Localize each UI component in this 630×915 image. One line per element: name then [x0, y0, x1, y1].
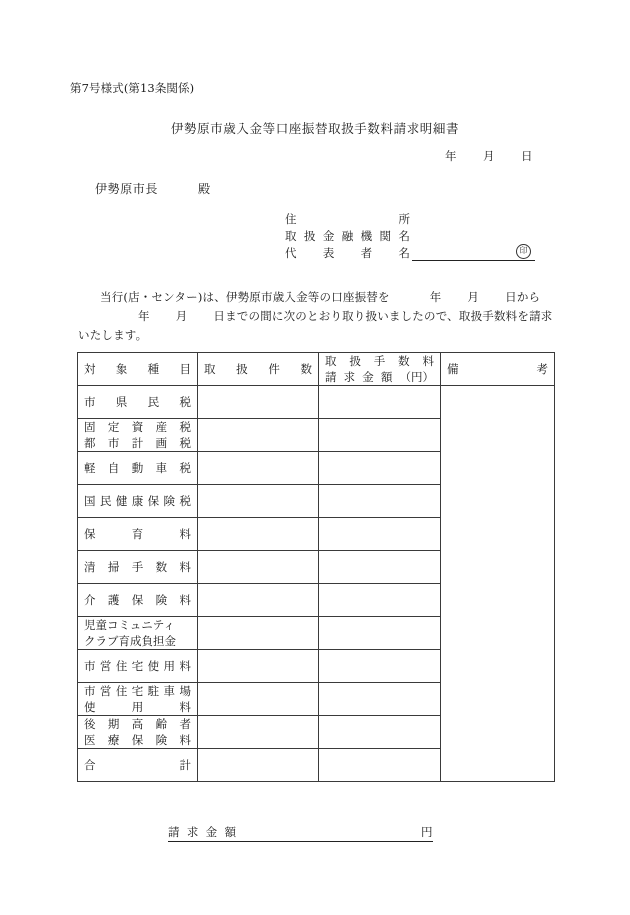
- row-label-shiei-jutaku-shiyoryo: 市 営 住 宅 使 用 料: [78, 650, 198, 683]
- date-line: [445, 148, 533, 164]
- representative-name-input[interactable]: [412, 246, 535, 261]
- row-count-input[interactable]: [198, 452, 319, 485]
- row-count-input[interactable]: [198, 716, 319, 749]
- statement-closing: いたします。: [78, 328, 148, 342]
- statement-from-year: 年: [429, 290, 442, 304]
- date-month-label: 月: [483, 149, 495, 163]
- addressee-honorific: 殿: [198, 182, 211, 196]
- row-count-input[interactable]: [198, 683, 319, 716]
- addressee: [95, 180, 211, 197]
- institution-row-address: [285, 210, 535, 227]
- row-count-input[interactable]: [198, 584, 319, 617]
- header-count: 取 扱 件 数: [198, 353, 319, 386]
- claim-amount-label: 請 求 金 額: [168, 825, 236, 839]
- row-label-kotei-shisanzei-toshikeikakuzei: 固 定 資 産 税 都 市 計 画 税: [78, 419, 198, 452]
- row-label-kokumin-kenko-hokenzei: 国 民 健 康 保 険 税: [78, 485, 198, 518]
- row-amount-input[interactable]: [319, 716, 441, 749]
- row-amount-input[interactable]: [319, 551, 441, 584]
- table-header-row: [78, 353, 555, 386]
- row-amount-input[interactable]: [319, 485, 441, 518]
- row-amount-input[interactable]: [319, 452, 441, 485]
- document-title: 伊勢原市歳入金等口座振替取扱手数料請求明細書: [170, 121, 460, 136]
- row-amount-input[interactable]: [319, 584, 441, 617]
- row-label-kei-jidoshazei: 軽 自 動 車 税: [78, 452, 198, 485]
- institution-row-name: [285, 227, 535, 244]
- row-amount-input[interactable]: [319, 518, 441, 551]
- claim-amount-line: [168, 824, 433, 842]
- statement-opening: 当行(店・センター)は、伊勢原市歳入金等の口座振替を: [100, 290, 390, 304]
- row-label-seiso-tesuryo: 清 掃 手 数 料: [78, 551, 198, 584]
- date-day-label: 日: [521, 149, 533, 163]
- row-label-shiei-jutaku-chushajo: 市 営 住 宅 駐 車 場 使 用 料: [78, 683, 198, 716]
- row-label-shiken-minzei: 市 県 民 税: [78, 386, 198, 419]
- address-label: 住 所: [285, 212, 410, 226]
- row-count-input[interactable]: [198, 650, 319, 683]
- row-count-input[interactable]: [198, 617, 319, 650]
- header-remark: 備 考: [441, 353, 555, 386]
- statement-to-day: 日までの間に次のとおり取り扱いましたので、取扱手数料を請求: [213, 309, 553, 323]
- row-amount-input[interactable]: [319, 386, 441, 419]
- institution-row-representative: [285, 244, 535, 261]
- row-count-input[interactable]: [198, 551, 319, 584]
- detail-table: [77, 352, 555, 782]
- claim-currency-label: 円: [421, 825, 433, 839]
- statement-from-month: 月: [467, 290, 480, 304]
- row-amount-input[interactable]: [319, 650, 441, 683]
- date-year-label: 年: [445, 149, 457, 163]
- addressee-name: 伊勢原市長: [95, 182, 159, 196]
- seal-icon: 印: [516, 244, 531, 259]
- form-number: 第7号様式(第13条関係): [70, 81, 195, 95]
- table-row: [78, 386, 555, 419]
- statement-from-day: 日から: [505, 290, 541, 304]
- row-label-kaigo-hokenryo: 介 護 保 険 料: [78, 584, 198, 617]
- statement-paragraph: [78, 288, 558, 345]
- row-amount-input[interactable]: [319, 419, 441, 452]
- remark-merged-cell[interactable]: [441, 386, 555, 782]
- row-label-hoikuryo: 保 育 料: [78, 518, 198, 551]
- row-label-total: 合 計: [78, 749, 198, 782]
- total-count-input[interactable]: [198, 749, 319, 782]
- row-count-input[interactable]: [198, 485, 319, 518]
- statement-to-month: 月: [175, 309, 188, 323]
- row-label-koki-koreisha-iryo: 後 期 高 齢 者 医 療 保 険 料: [78, 716, 198, 749]
- institution-block: [285, 210, 535, 261]
- row-count-input[interactable]: [198, 518, 319, 551]
- detail-table-wrapper: [77, 352, 554, 782]
- header-amount: 取 扱 手 数 料 請 求 金 額 （円）: [319, 353, 441, 386]
- header-item: 対 象 種 目: [78, 353, 198, 386]
- total-amount-input[interactable]: [319, 749, 441, 782]
- row-label-jido-community-club: 児童コミュニティ クラブ育成負担金: [78, 617, 198, 650]
- representative-name-label: 代 表 者 名: [285, 246, 410, 260]
- row-amount-input[interactable]: [319, 683, 441, 716]
- statement-to-year: 年: [138, 309, 150, 323]
- row-count-input[interactable]: [198, 386, 319, 419]
- row-amount-input[interactable]: [319, 617, 441, 650]
- row-count-input[interactable]: [198, 419, 319, 452]
- institution-name-label: 取 扱 金 融 機 関 名: [285, 229, 410, 243]
